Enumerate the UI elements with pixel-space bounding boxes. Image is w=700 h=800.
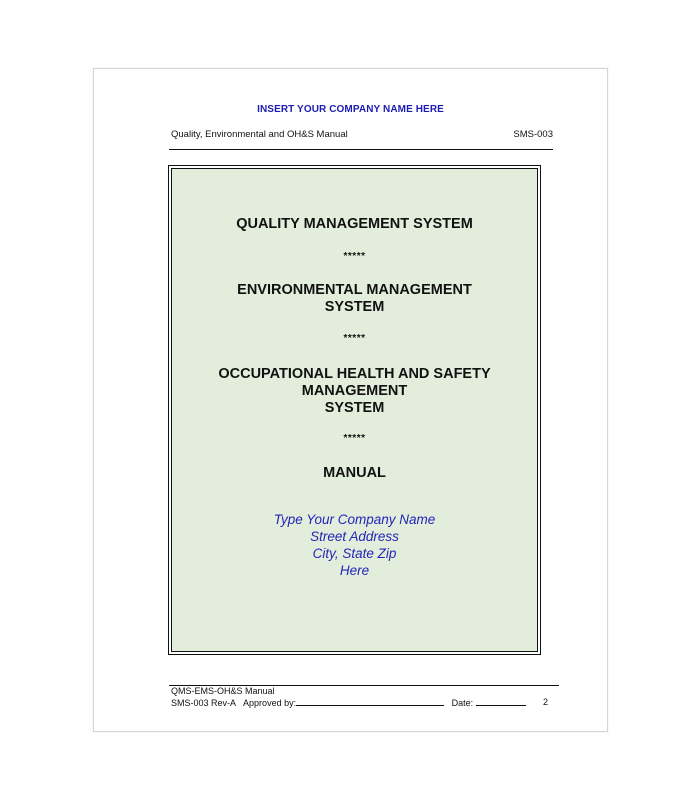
document-code: SMS-003 [513, 129, 553, 140]
page-number: 2 [543, 697, 549, 707]
heading-quality-management: QUALITY MANAGEMENT SYSTEM [236, 216, 473, 232]
separator-stars: ***** [343, 433, 366, 444]
heading-manual: MANUAL [323, 465, 386, 481]
street-address-line: Street Address [310, 529, 399, 544]
heading-line: SYSTEM [324, 299, 385, 315]
cover-panel [171, 168, 538, 652]
separator-stars: ***** [343, 251, 366, 262]
heading-line: OCCUPATIONAL HEALTH AND SAFETY [218, 366, 491, 382]
heading-line: SYSTEM [324, 400, 385, 416]
company-name-placeholder: INSERT YOUR COMPANY NAME HERE [257, 104, 444, 115]
header-divider [169, 149, 553, 150]
heading-ohs-management [172, 366, 537, 417]
footer-document-name: QMS-EMS-OH&S Manual [171, 686, 275, 696]
here-line: Here [339, 563, 370, 578]
heading-environmental-management [172, 282, 537, 316]
document-page [93, 68, 608, 732]
approved-by-label: Approved by: [243, 698, 297, 708]
manual-title: Quality, Environmental and OH&S Manual [171, 129, 348, 140]
separator-stars: ***** [343, 333, 366, 344]
date-label: Date: [451, 698, 474, 708]
city-state-zip-line: City, State Zip [312, 546, 397, 561]
cover-frame [168, 165, 541, 655]
approved-by-blank[interactable] [296, 697, 444, 706]
company-name-line: Type Your Company Name [273, 512, 436, 527]
heading-line: ENVIRONMENTAL MANAGEMENT [237, 282, 472, 298]
heading-line: MANAGEMENT [301, 383, 408, 399]
footer-revision: SMS-003 Rev-A [171, 698, 237, 708]
date-blank[interactable] [476, 697, 526, 706]
footer-approval-line [171, 697, 526, 708]
company-address-block [172, 511, 537, 579]
